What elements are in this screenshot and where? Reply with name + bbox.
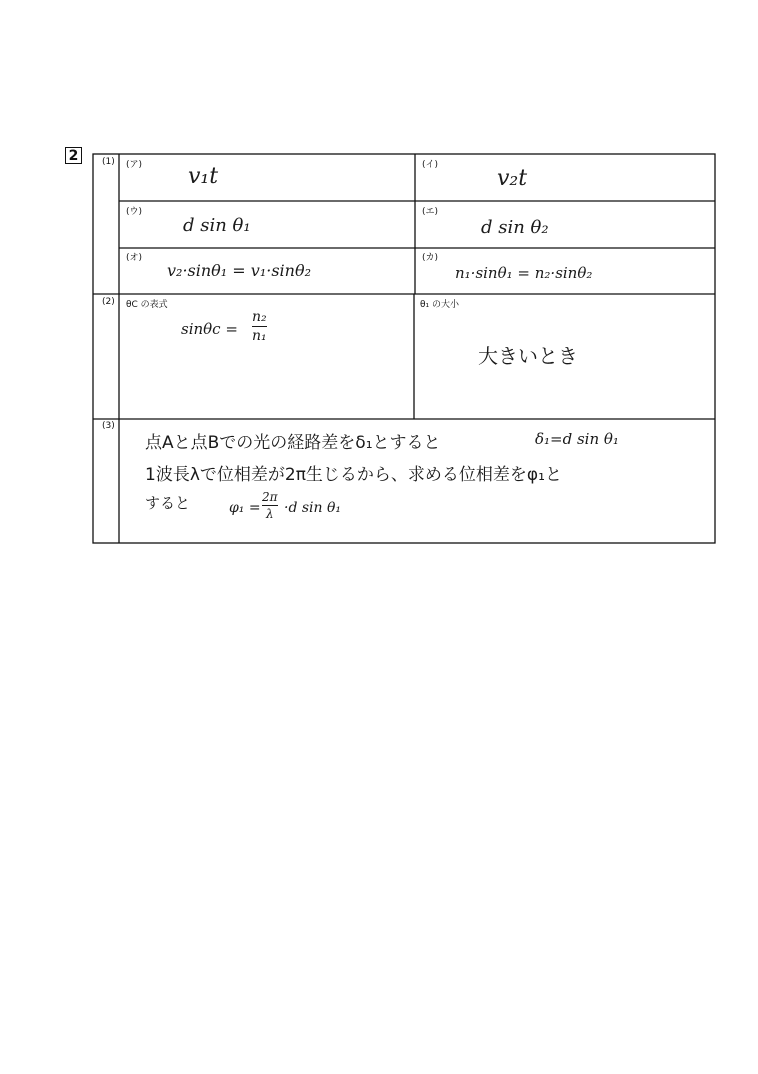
label-o: (オ) xyxy=(126,253,143,263)
answer-e: d sin θ₂ xyxy=(481,217,549,238)
theta1-header: θ₁ の大小 xyxy=(420,300,459,310)
answer-i: v₂t xyxy=(497,166,528,191)
part3-line2: 1波長λで位相差が2π生じるから、求める位相差をφ₁と xyxy=(145,465,562,485)
part3-label: (3) xyxy=(102,421,115,431)
label-i: (イ) xyxy=(422,160,439,170)
theta-c-denominator: n₁ xyxy=(252,328,267,344)
part3-line1b: δ₁=d sin θ₁ xyxy=(535,430,619,448)
label-a: (ア) xyxy=(126,160,143,170)
theta-c-header: θC の表式 xyxy=(126,300,168,310)
question-number: 2 xyxy=(65,147,82,164)
theta-c-fraction xyxy=(252,309,267,344)
label-ka: (カ) xyxy=(422,253,439,263)
theta-c-lhs: sinθc = xyxy=(181,320,238,338)
fraction-bar xyxy=(252,326,267,327)
answer-ka: n₁·sinθ₁ = n₂·sinθ₂ xyxy=(455,264,593,282)
theta-c-numerator: n₂ xyxy=(252,309,267,325)
label-u: (ウ) xyxy=(126,207,143,217)
part2-label: (2) xyxy=(102,297,115,307)
part1-label: (1) xyxy=(102,157,115,167)
label-e: (エ) xyxy=(422,207,439,217)
part3-fraction xyxy=(262,490,278,521)
fraction-bar xyxy=(262,505,278,506)
part3-numerator: 2π xyxy=(262,490,278,504)
part3-phi-rest: ·d sin θ₁ xyxy=(284,500,342,516)
answer-a: v₁t xyxy=(188,164,219,189)
theta1-answer: 大きいとき xyxy=(478,344,578,368)
part3-phi-lhs: φ₁ = xyxy=(229,500,261,516)
answer-o: v₂·sinθ₁ = v₁·sinθ₂ xyxy=(167,261,312,280)
part3-denominator: λ xyxy=(265,507,274,521)
part3-line1a: 点Aと点Bでの光の経路差をδ₁とすると xyxy=(145,433,441,453)
part3-line3a: すると xyxy=(145,494,191,512)
answer-u: d sin θ₁ xyxy=(183,215,251,236)
